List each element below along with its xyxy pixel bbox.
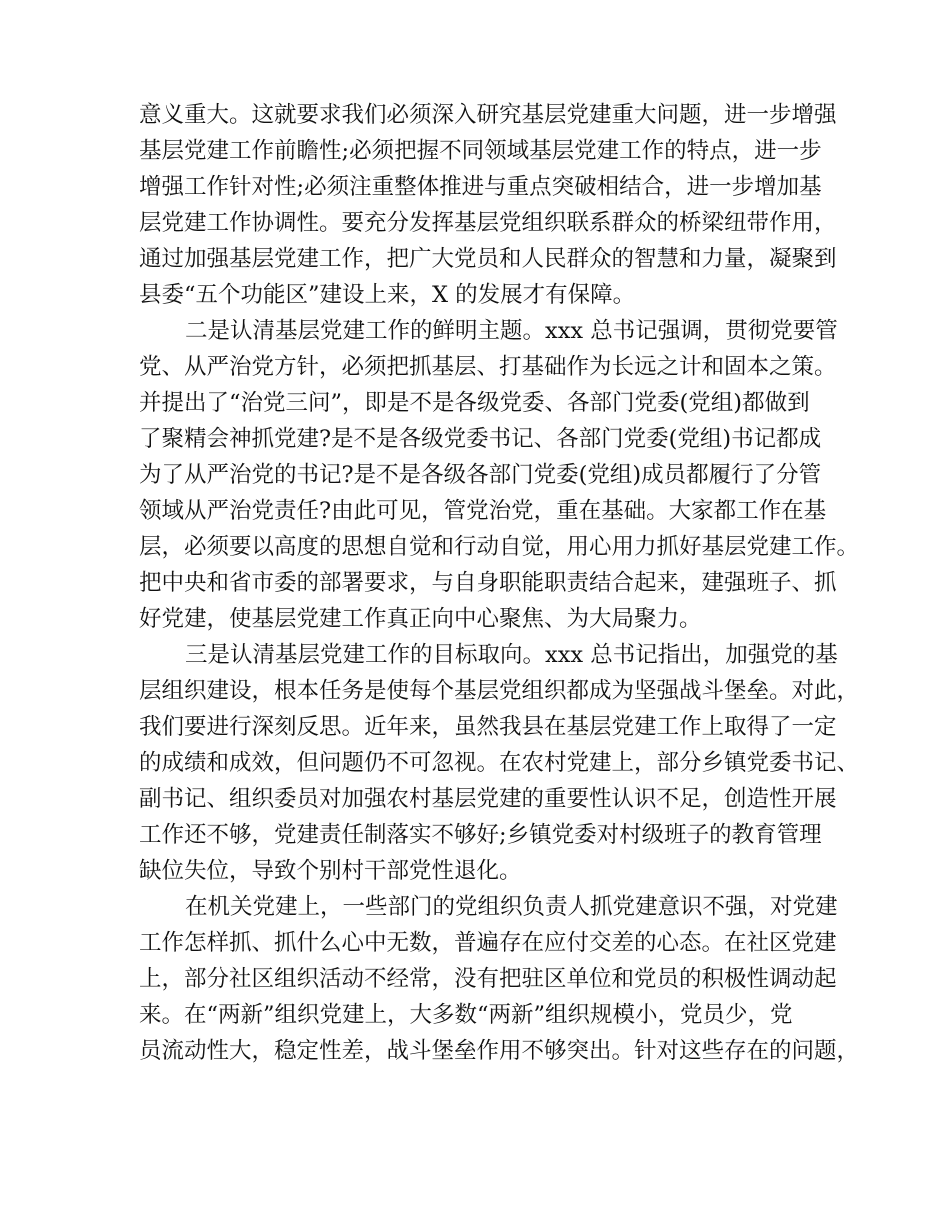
text-line: 缺位失位，导致个别村干部党性退化。	[139, 858, 522, 884]
text-line-first: 二是认清基层党建工作的鲜明主题。xxx 总书记强调，贯彻党要管	[185, 318, 838, 344]
text-line-first: 三是认清基层党建工作的目标取向。xxx 总书记指出，加强党的基	[185, 642, 838, 668]
text-line: 领域从严治党责任?由此可见，管党治党，重在基础。大家都工作在基	[139, 498, 827, 524]
text-line: 我们要进行深刻反思。近年来，虽然我县在基层党建工作上取得了一定	[139, 714, 837, 740]
text-line: 增强工作针对性;必须注重整体推进与重点突破相结合，进一步增加基	[139, 174, 822, 200]
text-line: 层，必须要以高度的思想自觉和行动自觉，用心用力抓好基层党建工作。	[139, 534, 860, 560]
text-line: 把中央和省市委的部署要求，与自身职能职责结合起来，建强班子、抓	[139, 570, 837, 596]
paragraph-3	[139, 637, 860, 889]
text-line: 为了从严治党的书记?是不是各级各部门党委(党组)成员都履行了分管	[139, 462, 822, 488]
text-line: 层党建工作协调性。要充分发挥基层党组织联系群众的桥梁纽带作用，	[139, 210, 837, 236]
text-line: 员流动性大，稳定性差，战斗堡垒作用不够突出。针对这些存在的问题，	[139, 1038, 860, 1064]
text-line: 县委“五个功能区”建设上来，X 的发展才有保障。	[139, 282, 636, 308]
paragraph-1	[139, 97, 837, 313]
text-line: 党、从严治党方针，必须把抓基层、打基础作为长远之计和固本之策。	[139, 354, 837, 380]
text-line: 层组织建设，根本任务是使每个基层党组织都成为坚强战斗堡垒。对此，	[139, 678, 860, 704]
text-line: 通过加强基层党建工作，把广大党员和人民群众的智慧和力量，凝聚到	[139, 246, 837, 272]
paragraph-2	[139, 313, 860, 637]
text-line: 的成绩和成效，但问题仍不可忽视。在农村党建上，部分乡镇党委书记、	[139, 750, 860, 776]
paragraph-4	[139, 889, 860, 1069]
body-text	[139, 97, 860, 1069]
text-line: 副书记、组织委员对加强农村基层党建的重要性认识不足，创造性开展	[139, 786, 837, 812]
text-line: 工作怎样抓、抓什么心中无数，普遍存在应付交差的心态。在社区党建	[139, 930, 837, 956]
text-line: 好党建，使基层党建工作真正向中心聚焦、为大局聚力。	[139, 606, 702, 632]
text-line: 并提出了“治党三问”，即是不是各级党委、各部门党委(党组)都做到	[139, 390, 810, 416]
text-line: 工作还不够，党建责任制落实不够好;乡镇党委对村级班子的教育管理	[139, 822, 822, 848]
text-line: 意义重大。这就要求我们必须深入研究基层党建重大问题，进一步增强	[139, 102, 837, 128]
text-line: 来。在“两新”组织党建上，大多数“两新”组织规模小，党员少，党	[139, 1002, 793, 1028]
text-line-first: 在机关党建上，一些部门的党组织负责人抓党建意识不强，对党建	[185, 894, 838, 920]
text-line: 了聚精会神抓党建?是不是各级党委书记、各部门党委(党组)书记都成	[139, 426, 822, 452]
text-line: 基层党建工作前瞻性;必须把握不同领域基层党建工作的特点，进一步	[139, 138, 822, 164]
text-line: 上，部分社区组织活动不经常，没有把驻区单位和党员的积极性调动起	[139, 966, 837, 992]
